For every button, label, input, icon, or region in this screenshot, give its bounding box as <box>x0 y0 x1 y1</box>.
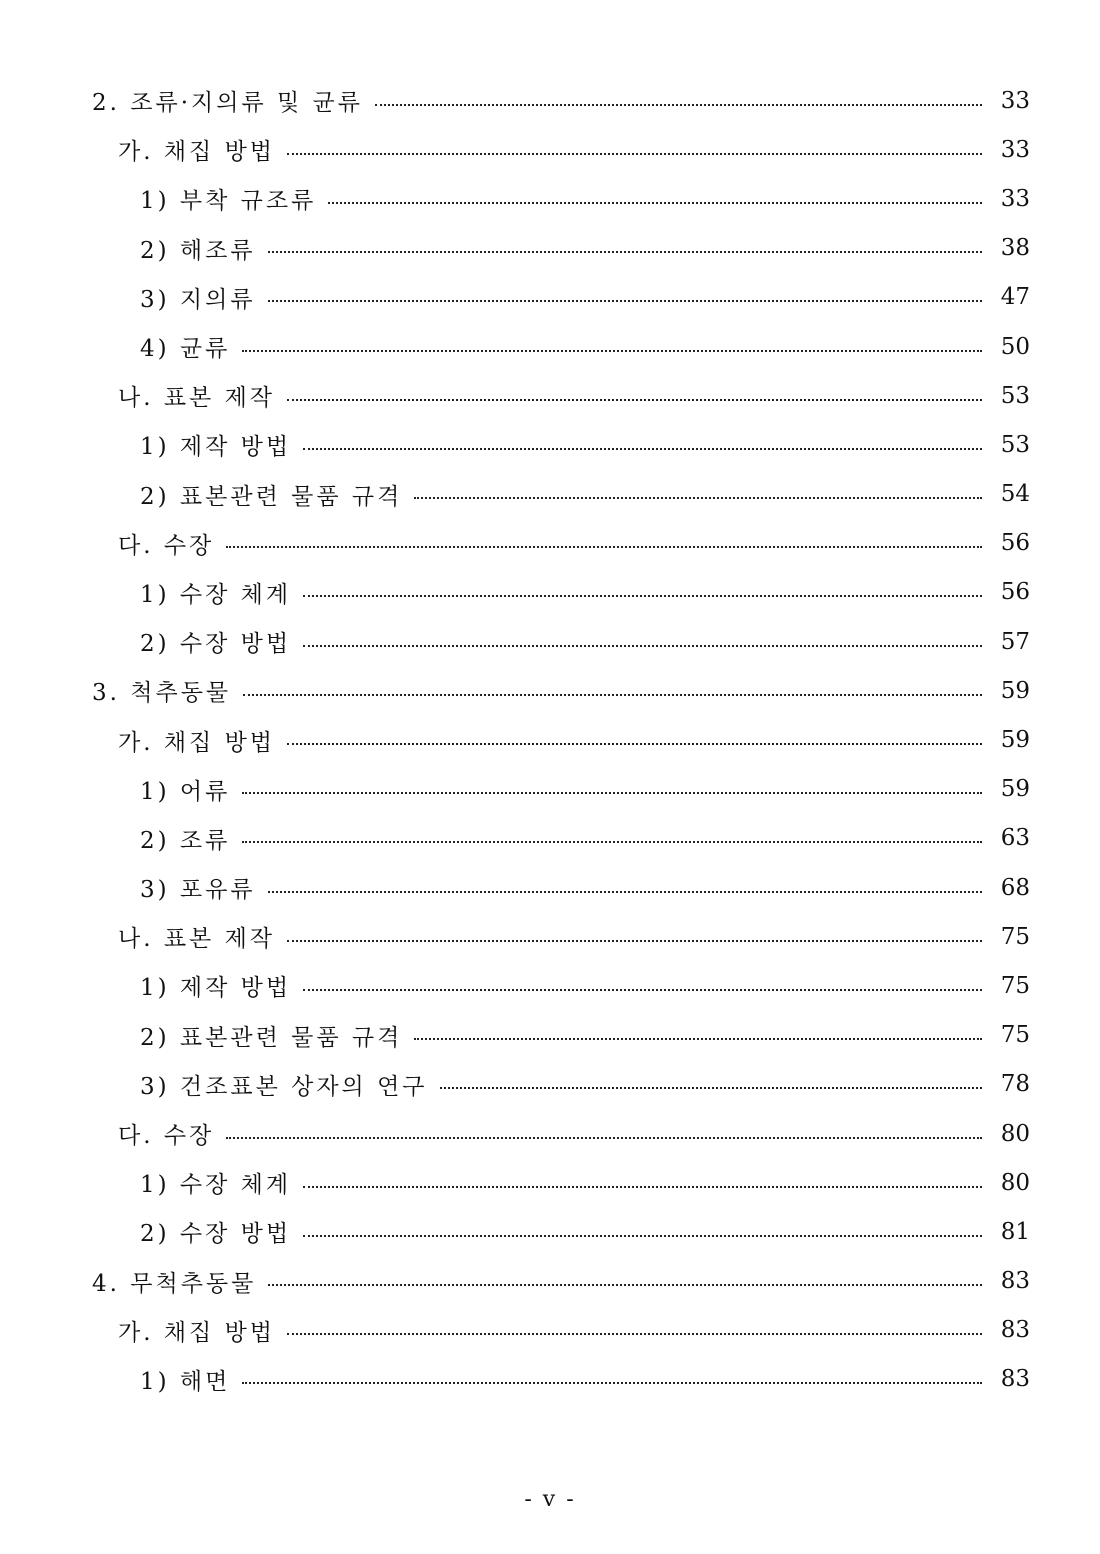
dot-leader <box>303 989 982 991</box>
dot-leader <box>242 350 982 352</box>
toc-entry[interactable] <box>0 224 1100 273</box>
dot-leader <box>303 595 982 597</box>
toc-entry-page-number: 56 <box>1000 579 1030 606</box>
dot-leader <box>414 1038 982 1040</box>
toc-entry-title: 가. 채집 방법 <box>118 1319 276 1346</box>
toc-entry[interactable] <box>0 470 1100 519</box>
dot-leader <box>243 694 982 696</box>
toc-entry[interactable] <box>0 666 1100 715</box>
toc-entry[interactable] <box>0 322 1100 371</box>
toc-entry-title: 3) 지의류 <box>140 286 256 313</box>
toc-entry-page-number: 59 <box>1000 677 1030 704</box>
toc-entry[interactable] <box>0 1011 1100 1060</box>
toc-entry-page-number: 33 <box>1000 87 1030 114</box>
dot-leader <box>287 153 982 155</box>
toc-entry[interactable] <box>0 1158 1100 1207</box>
toc-entry-page-number: 50 <box>1000 333 1030 360</box>
toc-entry-title: 다. 수장 <box>118 1123 215 1150</box>
toc-entry[interactable] <box>0 1060 1100 1109</box>
toc-entry-page-number: 83 <box>1000 1268 1030 1295</box>
toc-entry[interactable] <box>0 1109 1100 1158</box>
toc-entry[interactable] <box>0 420 1100 469</box>
toc-entry-title: 3) 포유류 <box>140 877 256 904</box>
toc-entry-page-number: 63 <box>1000 825 1030 852</box>
toc-entry-page-number: 56 <box>1000 530 1030 557</box>
toc-entry-title: 나. 표본 제작 <box>118 926 276 953</box>
toc-entry-title: 1) 어류 <box>140 778 231 805</box>
toc-entry-page-number: 53 <box>1000 431 1030 458</box>
toc-entry[interactable] <box>0 912 1100 961</box>
toc-entry-page-number: 83 <box>1000 1317 1030 1344</box>
dot-leader <box>268 891 982 893</box>
toc-entry-title: 다. 수장 <box>118 532 215 559</box>
toc-entry[interactable] <box>0 568 1100 617</box>
dot-leader <box>226 546 982 548</box>
toc-entry-page-number: 38 <box>1000 235 1030 262</box>
toc-entry-page-number: 59 <box>1000 727 1030 754</box>
toc-entry[interactable] <box>0 125 1100 174</box>
toc-entry[interactable] <box>0 961 1100 1010</box>
toc-entry-title: 1) 수장 체계 <box>140 581 292 608</box>
toc-entry-title: 나. 표본 제작 <box>118 385 276 412</box>
dot-leader <box>440 1087 982 1089</box>
dot-leader <box>303 448 982 450</box>
toc-entry-page-number: 33 <box>1000 136 1030 163</box>
toc-entry-page-number: 75 <box>1000 923 1030 950</box>
dot-leader <box>303 1186 982 1188</box>
dot-leader <box>242 1382 982 1384</box>
toc-entry-page-number: 75 <box>1000 1022 1030 1049</box>
dot-leader <box>303 645 982 647</box>
dot-leader <box>414 497 982 499</box>
toc-entry-title: 4. 무척추동물 <box>92 1270 257 1297</box>
toc-entry-page-number: 68 <box>1000 874 1030 901</box>
toc-entry-title: 3) 건조표본 상자의 연구 <box>140 1073 428 1100</box>
toc-entry-page-number: 59 <box>1000 776 1030 803</box>
dot-leader <box>268 1284 982 1286</box>
toc-entry-title: 가. 채집 방법 <box>118 729 276 756</box>
toc-entry-title: 1) 제작 방법 <box>140 975 292 1002</box>
toc-entry-title: 4) 균류 <box>140 336 231 363</box>
dot-leader <box>287 1333 982 1335</box>
toc-entry-page-number: 54 <box>1000 481 1030 508</box>
toc-entry-page-number: 83 <box>1000 1366 1030 1393</box>
toc-entry-page-number: 57 <box>1000 628 1030 655</box>
toc-entry[interactable] <box>0 1306 1100 1355</box>
toc-entry[interactable] <box>0 371 1100 420</box>
toc-entry[interactable] <box>0 1257 1100 1306</box>
dot-leader <box>287 940 982 942</box>
table-of-contents <box>0 76 1100 1404</box>
toc-entry[interactable] <box>0 76 1100 125</box>
toc-entry[interactable] <box>0 273 1100 322</box>
dot-leader <box>242 841 982 843</box>
toc-entry[interactable] <box>0 617 1100 666</box>
dot-leader <box>328 202 982 204</box>
toc-entry-title: 2) 표본관련 물품 규격 <box>140 1024 403 1051</box>
toc-entry[interactable] <box>0 715 1100 764</box>
dot-leader <box>287 399 982 401</box>
dot-leader <box>242 792 982 794</box>
toc-entry-title: 가. 채집 방법 <box>118 139 276 166</box>
dot-leader <box>303 1235 982 1237</box>
dot-leader <box>268 251 982 253</box>
toc-entry-page-number: 81 <box>1000 1218 1030 1245</box>
toc-entry-title: 2) 해조류 <box>140 237 256 264</box>
toc-entry-title: 1) 해면 <box>140 1368 231 1395</box>
toc-entry[interactable] <box>0 174 1100 223</box>
toc-entry-page-number: 53 <box>1000 382 1030 409</box>
toc-entry-title: 1) 부착 규조류 <box>140 188 317 215</box>
toc-entry[interactable] <box>0 765 1100 814</box>
toc-entry-page-number: 80 <box>1000 1120 1030 1147</box>
toc-entry-page-number: 75 <box>1000 972 1030 999</box>
toc-entry[interactable] <box>0 1207 1100 1256</box>
toc-entry[interactable] <box>0 814 1100 863</box>
page-number: - v - <box>524 1487 576 1512</box>
toc-entry-title: 1) 수장 체계 <box>140 1172 292 1199</box>
dot-leader <box>268 300 982 302</box>
toc-entry-title: 3. 척추동물 <box>92 680 232 707</box>
toc-entry-page-number: 33 <box>1000 185 1030 212</box>
toc-entry-page-number: 80 <box>1000 1169 1030 1196</box>
toc-entry[interactable] <box>0 1355 1100 1404</box>
toc-entry[interactable] <box>0 519 1100 568</box>
toc-entry-title: 2) 표본관련 물품 규격 <box>140 483 403 510</box>
toc-entry-page-number: 47 <box>1000 284 1030 311</box>
dot-leader <box>226 1137 982 1139</box>
toc-entry-title: 2) 조류 <box>140 827 231 854</box>
dot-leader <box>375 104 982 106</box>
dot-leader <box>287 743 982 745</box>
toc-entry[interactable] <box>0 863 1100 912</box>
toc-entry-title: 2) 수장 방법 <box>140 631 292 658</box>
toc-entry-title: 1) 제작 방법 <box>140 434 292 461</box>
toc-entry-title: 2. 조류·지의류 및 균류 <box>92 90 363 117</box>
toc-entry-page-number: 78 <box>1000 1071 1030 1098</box>
toc-entry-title: 2) 수장 방법 <box>140 1221 292 1248</box>
